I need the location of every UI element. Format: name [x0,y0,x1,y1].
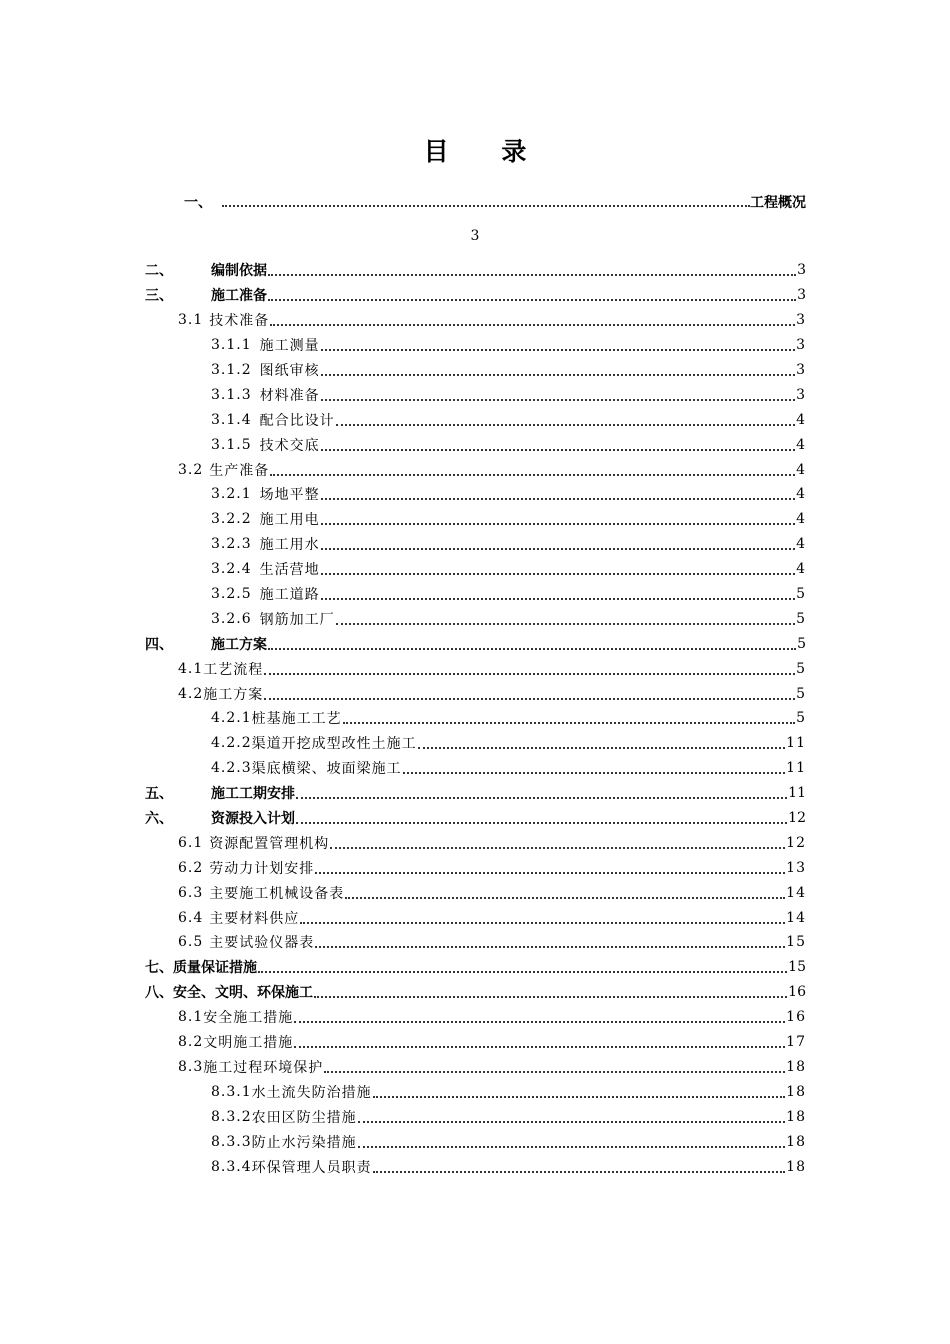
toc-entry-label [178,1057,323,1077]
toc-entry-number: 3.2.5 [211,586,252,603]
toc-entry-number: 三、 [145,288,173,305]
toc-entry-label [211,385,320,405]
toc-entry-page-number: 4 [796,436,806,453]
toc-entry-number: 3.2.1 [211,486,252,503]
toc-entry-label [211,410,335,430]
toc-entry[interactable] [0,283,950,308]
toc-entry-page-number: 5 [796,710,806,727]
dot-leader [321,399,795,401]
toc-entry-label [211,360,320,380]
toc-entry-number: 3.1.5 [211,436,252,453]
dot-leader [222,205,750,207]
toc-entry-page-number: 17 [786,1034,806,1051]
toc-entry-number: 3.2.6 [211,610,252,627]
toc-entry-page-number: 12 [786,834,806,851]
toc-entry[interactable] [0,830,950,855]
toc-entry-page-number: 5 [796,660,806,677]
toc-entry-title: 桩基施工工艺 [251,711,342,728]
toc-entry-label [178,460,269,480]
dot-leader [268,648,796,650]
toc-entry-page-number: 16 [786,1009,806,1026]
toc-entry[interactable] [0,532,950,557]
toc-entry[interactable] [0,1104,950,1129]
toc-entry-number: 8.3.4 [211,1158,252,1175]
toc-entry-page-number: 4 [796,561,806,578]
toc-entry-label [178,883,344,903]
toc-entry[interactable] [0,606,950,631]
toc-entry-title: 生活营地 [259,562,320,579]
toc-entry-title: 材料准备 [259,387,320,404]
dot-leader [294,1021,785,1023]
toc-entry-label [178,908,299,928]
toc-entry-title: 施工道路 [259,587,320,604]
toc-entry-page-number: 14 [786,909,806,926]
toc-entry-number: 3.2.3 [211,536,252,553]
dot-leader [321,449,795,451]
toc-entry-number: 6.2 [178,859,204,876]
toc-entry-label [211,435,320,455]
dot-leader [336,623,795,625]
toc-entry-number: 6.1 [178,834,204,851]
toc-entry-page-number: 5 [796,610,806,627]
toc-entry-number: 七、 [145,960,173,977]
dot-leader [321,573,795,575]
toc-entry-label [145,783,295,803]
toc-entry-page-number: 18 [786,1108,806,1125]
toc-entry-number: 一、 [184,195,212,211]
toc-entry-page-number: 11 [786,760,806,777]
toc-entry-label [211,509,320,529]
dot-leader [300,922,785,924]
dot-leader [264,673,795,675]
toc-entry-title: 主要材料供应 [209,910,300,927]
toc-entry-label [211,1107,357,1127]
toc-entry-page-number: 12 [788,810,806,827]
dot-leader [418,747,786,749]
toc-entry-title: 安全施工措施 [203,1010,294,1027]
toc-entry-page-number: 15 [786,934,806,951]
toc-entry-page-number: 4 [796,486,806,503]
toc-entry-label [145,285,267,305]
toc-entry-title: 技术准备 [209,313,270,330]
toc-entry-title: 钢筋加工厂 [259,611,335,628]
toc-entry-number: 3.2.2 [211,511,252,528]
toc-entry-page-number: 18 [786,1133,806,1150]
toc-entry-number: 8.3 [178,1058,204,1075]
toc-entry[interactable] [0,656,950,681]
toc-entry-page-number: 14 [786,884,806,901]
toc-entry-page-number: 5 [796,685,806,702]
toc-entry-page-number: 3 [796,312,806,329]
toc-entry-page-number: 11 [788,785,806,802]
toc-entry-title: 编制依据 [211,263,267,280]
toc-entry-page-number: 5 [796,586,806,603]
toc-entry-title: 施工测量 [259,338,320,355]
toc-entry-title: 渠道开挖成型改性土施工 [251,736,417,753]
toc-entry-label [211,733,417,753]
toc-entry-number: 8.3.1 [211,1083,252,1100]
toc-entry-label [178,1032,293,1052]
toc-entry[interactable] [0,258,950,283]
toc-entry[interactable] [0,781,950,806]
toc-entry-number: 8.2 [178,1034,204,1051]
toc-entry-title: 施工用水 [259,537,320,554]
toc-entry-label [178,684,263,704]
toc-entry-label [211,484,320,504]
toc-entry-title: 施工准备 [211,288,267,305]
toc-entry-label [211,1132,357,1152]
toc-entry-number: 3.1.2 [211,362,252,378]
toc-entry-label [211,1082,372,1102]
toc-entry-number: 4.2.3 [211,760,252,777]
toc-entry[interactable] [0,507,950,532]
toc-entry-title: 场地平整 [259,487,320,504]
dot-leader [270,324,795,326]
toc-entry-page-number: 18 [786,1058,806,1075]
toc-entry-label [178,659,263,679]
toc-entry-number: 4.2.2 [211,735,252,752]
toc-entry-title: 配合比设计 [259,412,335,429]
toc-entry-title: 施工用电 [259,512,320,529]
toc-entry-title: 防止水污染措施 [251,1134,357,1151]
dot-leader [258,971,787,973]
toc-entry-label [211,584,320,604]
toc-entry-title: 主要试验仪器表 [209,935,315,952]
dot-leader [296,797,787,799]
toc-entry-page-number: 3 [796,362,806,378]
toc-entry-label [178,833,329,853]
toc-entry[interactable] [0,482,950,507]
toc-entry-number: 4.2 [178,685,204,702]
toc-entry[interactable] [0,631,950,656]
dot-leader [324,1071,785,1073]
toc-entry-page-number: 4 [796,411,806,428]
dot-leader [343,722,795,724]
toc-entry[interactable] [0,806,950,831]
dot-leader [321,374,795,376]
toc-entry-number: 8.3.2 [211,1108,252,1125]
toc-entry[interactable] [0,1154,950,1179]
toc-entry-title: 技术交底 [259,437,320,454]
dot-leader [315,872,785,874]
toc-entry[interactable] [0,582,950,607]
dot-leader [321,523,795,525]
toc-entry-title: 环保管理人员职责 [251,1159,372,1176]
toc-entry[interactable] [0,905,950,930]
toc-entry-number: 二、 [145,263,173,280]
toc-entry-title: 施工过程环境保护 [203,1059,324,1076]
toc-entry-page-number: 3 [796,337,806,354]
dot-leader [268,299,796,301]
dot-leader [373,1096,786,1098]
toc-entry[interactable] [0,432,950,457]
toc-entry-label [145,634,267,654]
toc-entry[interactable] [0,333,950,358]
toc-entry-page-number: 3 [470,228,480,244]
toc-entry-page-number: 4 [796,461,806,478]
toc-entry-number: 3.2.4 [211,561,252,578]
toc-entry-title: 工艺流程 [203,661,264,678]
dot-leader [294,1046,785,1048]
toc-entry[interactable] [0,1079,950,1104]
toc-entry-number: 3.1.3 [211,386,252,403]
dot-leader [264,698,795,700]
toc-entry-label [145,982,313,1002]
toc-entry-label [145,808,295,828]
toc-entry-title: 施工工期安排 [211,786,295,803]
toc-entry[interactable] [0,731,950,756]
dot-leader [268,274,796,276]
toc-entry-label [211,559,320,579]
toc-entry-label [178,310,269,330]
toc-entry[interactable] [0,955,950,980]
toc-entry[interactable] [0,930,950,955]
toc-entry-number: 八、 [145,985,173,1002]
dot-leader [330,847,785,849]
dot-leader [270,474,795,476]
toc-entry-title: 主要施工机械设备表 [209,885,345,902]
toc-entry-page-number: 4 [796,511,806,528]
toc-entry[interactable] [0,980,950,1005]
toc-entry-page-number: 3 [797,262,806,279]
toc-entry[interactable] [0,1030,950,1055]
toc-entry-number: 3.1.1 [211,337,252,354]
toc-entry[interactable] [0,880,950,905]
toc-entry-label [178,858,314,878]
dot-leader [296,822,787,824]
dot-leader [373,1171,786,1173]
toc-entry-title: 生产准备 [209,462,270,479]
toc-entry[interactable] [0,756,950,781]
dot-leader [358,1146,786,1148]
toc-entry[interactable] [0,1055,950,1080]
toc-entry-label [211,335,320,355]
toc-entry[interactable] [0,1005,950,1030]
toc-list [0,258,950,1179]
toc-entry-number: 8.1 [178,1009,204,1026]
toc-entry-page-number: 11 [786,735,806,752]
toc-entry-label [211,758,402,778]
toc-entry-page-number: 4 [796,536,806,553]
dot-leader [403,772,786,774]
toc-entry-title: 工程概况 [750,195,806,211]
toc-entry-number: 四、 [145,636,173,653]
toc-entry-number: 3.1.4 [211,411,252,428]
toc-entry-label [211,1157,372,1177]
toc-entry-number: 3.2 [178,461,204,478]
toc-entry-number: 6.5 [178,934,204,951]
toc-entry-label [178,932,314,952]
toc-entry-number: 4.2.1 [211,710,252,727]
toc-entry[interactable] [0,407,950,432]
toc-entry-page-number: 3 [797,287,806,304]
toc-entry[interactable] [0,557,950,582]
toc-entry-title: 渠底横梁、坡面梁施工 [251,761,402,778]
toc-entry-title: 施工方案 [211,636,267,653]
toc-entry-page-number: 5 [797,635,806,652]
toc-entry-label [211,708,342,728]
toc-entry[interactable] [0,706,950,731]
toc-entry-title: 质量保证措施 [173,960,257,977]
toc-entry-number: 五、 [145,786,173,803]
dot-leader [358,1121,786,1123]
toc-entry-label [178,1007,293,1027]
toc-entry-number: 8.3.3 [211,1133,252,1150]
toc-entry-title: 安全、文明、环保施工 [173,985,313,1002]
toc-entry-number: 六、 [145,811,173,828]
dot-leader [336,424,795,426]
toc-entry-title: 劳动力计划安排 [209,860,315,877]
toc-entry[interactable] [0,308,950,333]
toc-entry[interactable] [0,358,950,383]
toc-entry-label [145,957,257,977]
toc-entry-number: 6.3 [178,884,204,901]
dot-leader [321,498,795,500]
toc-entry-title: 水土流失防治措施 [251,1084,372,1101]
dot-leader [321,548,795,550]
toc-entry-page-number: 16 [788,984,806,1001]
toc-entry-title: 农田区防尘措施 [251,1109,357,1126]
dot-leader [345,897,785,899]
toc-entry-title: 资源配置管理机构 [209,835,330,852]
toc-entry-page-number: 13 [786,859,806,876]
toc-entry-first[interactable] [184,188,806,212]
toc-entry-title: 图纸审核 [259,363,320,379]
toc-entry[interactable] [0,1129,950,1154]
toc-entry-title: 文明施工措施 [203,1035,294,1052]
toc-entry[interactable] [0,382,950,407]
toc-entry-page-number: 18 [786,1083,806,1100]
toc-entry[interactable] [0,457,950,482]
toc-entry-number: 4.1 [178,660,204,677]
toc-entry-number: 6.4 [178,909,204,926]
dot-leader [321,349,795,351]
toc-entry[interactable] [0,855,950,880]
toc-entry-label [211,609,335,629]
toc-entry-number: 3.1 [178,312,204,329]
toc-entry-page-number: 3 [796,386,806,403]
toc-entry-page-number: 15 [788,959,806,976]
toc-title: 目 录 [423,137,549,166]
toc-entry-label [145,260,267,280]
toc-entry-page-number: 18 [786,1158,806,1175]
dot-leader [321,598,795,600]
toc-entry[interactable] [0,681,950,706]
toc-entry-title: 资源投入计划 [211,811,295,828]
dot-leader [315,946,785,948]
dot-leader [314,996,787,998]
toc-entry-label [211,534,320,554]
toc-entry-title: 施工方案 [203,686,264,703]
